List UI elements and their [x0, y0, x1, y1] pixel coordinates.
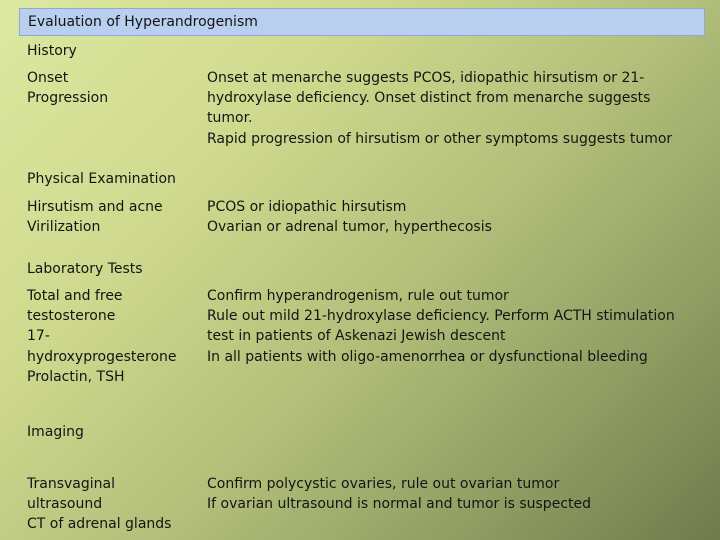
cell-line: PCOS or idiopathic hirsutism [207, 199, 407, 215]
cell-line: Virilization [27, 219, 101, 236]
cell-line: Confirm hyperandrogenism, rule out tumor [207, 288, 509, 304]
section-heading-physical-examination: Physical Examination [27, 171, 176, 187]
imaging-right-cell [207, 474, 697, 514]
cell-line: Rapid progression of hirsutism or other symptoms suggests tumor [207, 130, 673, 147]
history-right-cell [207, 68, 697, 149]
table-title: Evaluation of Hyperandrogenism [19, 8, 705, 36]
history-left-cell [27, 68, 197, 108]
physical-left-cell [27, 197, 197, 237]
imaging-left-cell [27, 474, 197, 535]
cell-line: test in patients of Askenazi Jewish descent [207, 328, 506, 345]
section-heading-history: History [27, 43, 77, 59]
cell-line: Confirm polycystic ovaries, rule out ovarian tumor [207, 476, 560, 492]
cell-line: If ovarian ultrasound is normal and tumor is suspected [207, 496, 591, 513]
cell-line: testosterone [27, 308, 116, 325]
cell-line: Rule out mild 21-hydroxylase deficiency. Perform ACTH stimulation [207, 308, 675, 325]
laboratory-left-cell [27, 286, 197, 387]
cell-line: hydroxylase deficiency. Onset distinct from menarche suggests [207, 90, 651, 107]
cell-line: Ovarian or adrenal tumor, hyperthecosis [207, 219, 492, 236]
cell-line: Onset at menarche suggests PCOS, idiopathic hirsutism or 21- [207, 70, 645, 86]
physical-right-cell [207, 197, 697, 237]
cell-line: hydroxyprogesterone [27, 348, 177, 365]
cell-line: Hirsutism and acne [27, 199, 163, 215]
cell-line: Total and free [27, 288, 123, 304]
cell-line: CT of adrenal glands [27, 516, 172, 533]
cell-line: In all patients with oligo-amenorrhea or dysfunctional bleeding [207, 348, 648, 365]
laboratory-right-cell [207, 286, 697, 367]
cell-line: Progression [27, 90, 109, 107]
cell-line: ultrasound [27, 496, 103, 513]
section-heading-imaging: Imaging [27, 424, 84, 440]
cell-line: Onset [27, 70, 69, 86]
cell-line: Prolactin, TSH [27, 368, 125, 385]
section-heading-laboratory-tests: Laboratory Tests [27, 261, 143, 277]
cell-line: Transvaginal [27, 476, 115, 492]
cell-line: tumor. [207, 110, 253, 127]
cell-line: 17- [27, 328, 50, 345]
